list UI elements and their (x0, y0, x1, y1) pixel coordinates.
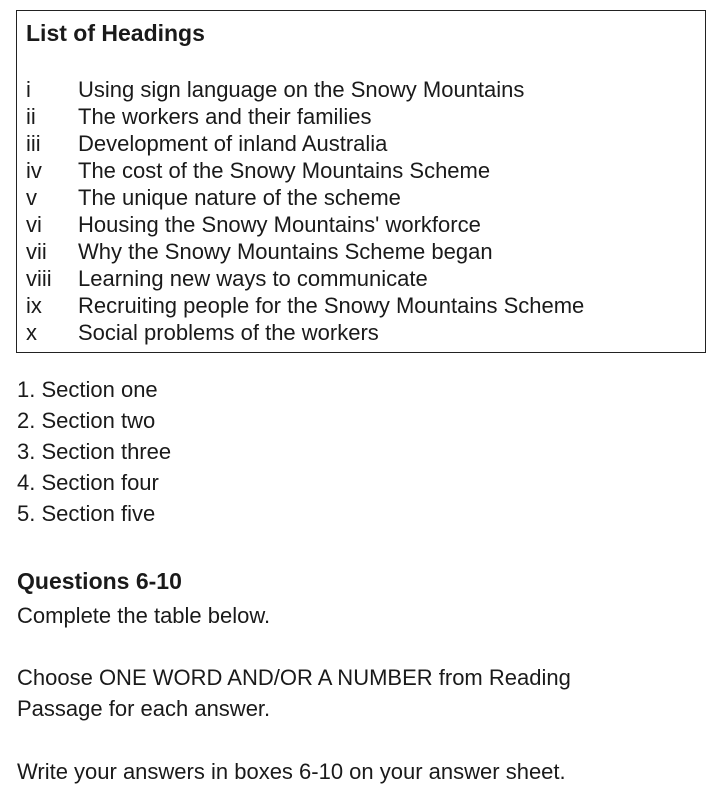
instruction-choose-word-line-2: Passage for each answer. (17, 696, 271, 721)
heading-item (26, 211, 584, 238)
section-item: 1. Section one (17, 377, 158, 402)
heading-item (26, 292, 584, 319)
heading-text: Learning new ways to communicate (78, 266, 428, 291)
heading-item (26, 76, 584, 103)
heading-numeral: iii (26, 131, 41, 156)
heading-numeral: x (26, 320, 37, 345)
heading-text: Recruiting people for the Snowy Mountains Scheme (78, 293, 585, 318)
heading-list (26, 76, 584, 346)
heading-text: Development of inland Australia (78, 131, 388, 156)
heading-numeral: viii (26, 266, 52, 291)
heading-text: Housing the Snowy Mountains' workforce (78, 212, 481, 237)
section-item: 4. Section four (17, 470, 159, 495)
instruction-choose-word (17, 662, 571, 724)
heading-numeral: vii (26, 239, 47, 264)
instruction-choose-word-line-1: Choose ONE WORD AND/OR A NUMBER from Reading (17, 665, 571, 690)
heading-numeral: vi (26, 212, 42, 237)
heading-numeral: i (26, 77, 31, 102)
section-list (17, 374, 171, 529)
section-item: 5. Section five (17, 501, 156, 526)
instruction-complete-table: Complete the table below. (17, 603, 271, 628)
section-item: 3. Section three (17, 439, 172, 464)
instruction-write-answers: Write your answers in boxes 6-10 on your answer sheet. (17, 759, 566, 784)
heading-item (26, 157, 584, 184)
heading-item (26, 265, 584, 292)
heading-item (26, 103, 584, 130)
heading-numeral: iv (26, 158, 42, 183)
heading-numeral: v (26, 185, 37, 210)
heading-item (26, 319, 584, 346)
heading-item (26, 130, 584, 157)
heading-text: The cost of the Snowy Mountains Scheme (78, 158, 491, 183)
heading-numeral: ix (26, 293, 42, 318)
heading-item (26, 184, 584, 211)
questions-title: Questions 6-10 (17, 568, 182, 594)
heading-text: The unique nature of the scheme (78, 185, 401, 210)
heading-item (26, 238, 584, 265)
heading-text: The workers and their families (78, 104, 372, 129)
heading-text: Why the Snowy Mountains Scheme began (78, 239, 493, 264)
heading-numeral: ii (26, 104, 36, 129)
section-item: 2. Section two (17, 408, 156, 433)
list-of-headings-box (16, 10, 706, 353)
heading-text: Social problems of the workers (78, 320, 379, 345)
heading-text: Using sign language on the Snowy Mountains (78, 77, 525, 102)
list-of-headings-title: List of Headings (26, 20, 205, 46)
